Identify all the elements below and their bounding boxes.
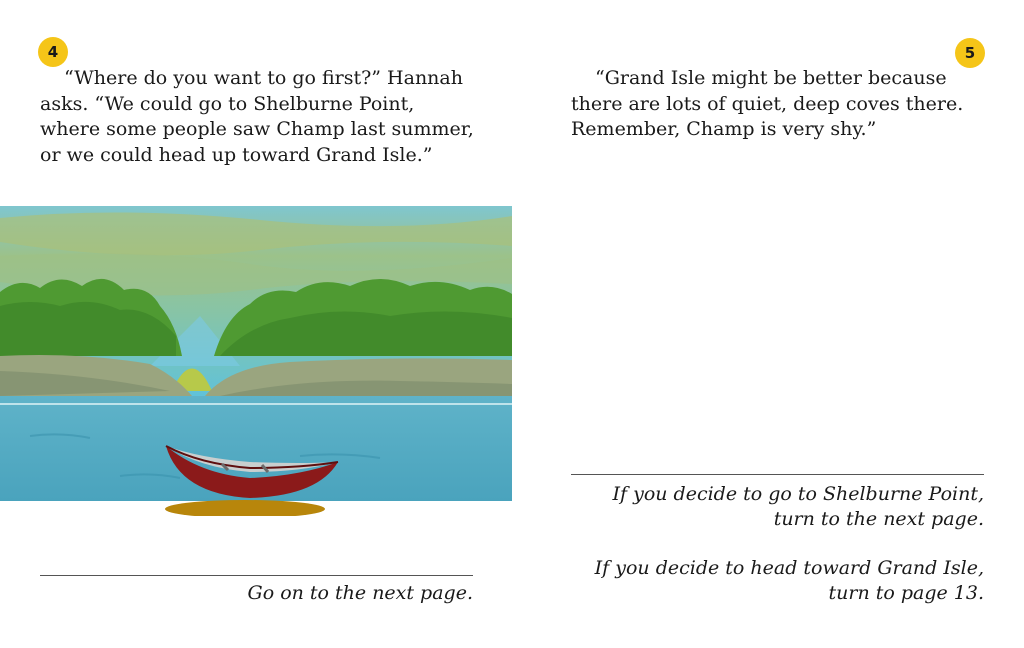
story-line: Remember, Champ is very shy.” bbox=[571, 118, 877, 140]
story-line: there are lots of quiet, deep coves there. bbox=[571, 92, 964, 115]
story-line: “Grand Isle might be better because bbox=[595, 67, 947, 89]
story-line: “Where do you want to go first?” Hannah bbox=[64, 67, 463, 89]
go-on-text: Go on to the next page. bbox=[247, 582, 473, 604]
choice-grand-isle bbox=[595, 556, 984, 606]
story-paragraph-right bbox=[571, 66, 991, 143]
go-on-instruction bbox=[248, 581, 473, 606]
choice-line: turn to page 13. bbox=[828, 582, 984, 604]
story-line: asks. “We could go to Shelburne Point, bbox=[40, 92, 415, 115]
choice-line: If you decide to go to Shelburne Point, bbox=[612, 483, 984, 505]
choice-line: If you decide to head toward Grand Isle, bbox=[594, 557, 984, 579]
page-number-badge-4: 4 bbox=[38, 37, 68, 67]
page-number-badge-5: 5 bbox=[955, 38, 985, 68]
choice-line: turn to the next page. bbox=[773, 508, 984, 530]
lake-canoe-illustration bbox=[0, 206, 512, 516]
choice-shelburne-point bbox=[613, 482, 984, 532]
story-paragraph-left bbox=[40, 66, 480, 168]
shore-sand bbox=[165, 500, 325, 516]
footer-divider-left bbox=[40, 575, 473, 576]
story-line: where some people saw Champ last summer, bbox=[40, 118, 474, 140]
choice-divider-right bbox=[571, 474, 984, 475]
story-line: or we could head up toward Grand Isle.” bbox=[40, 143, 433, 166]
